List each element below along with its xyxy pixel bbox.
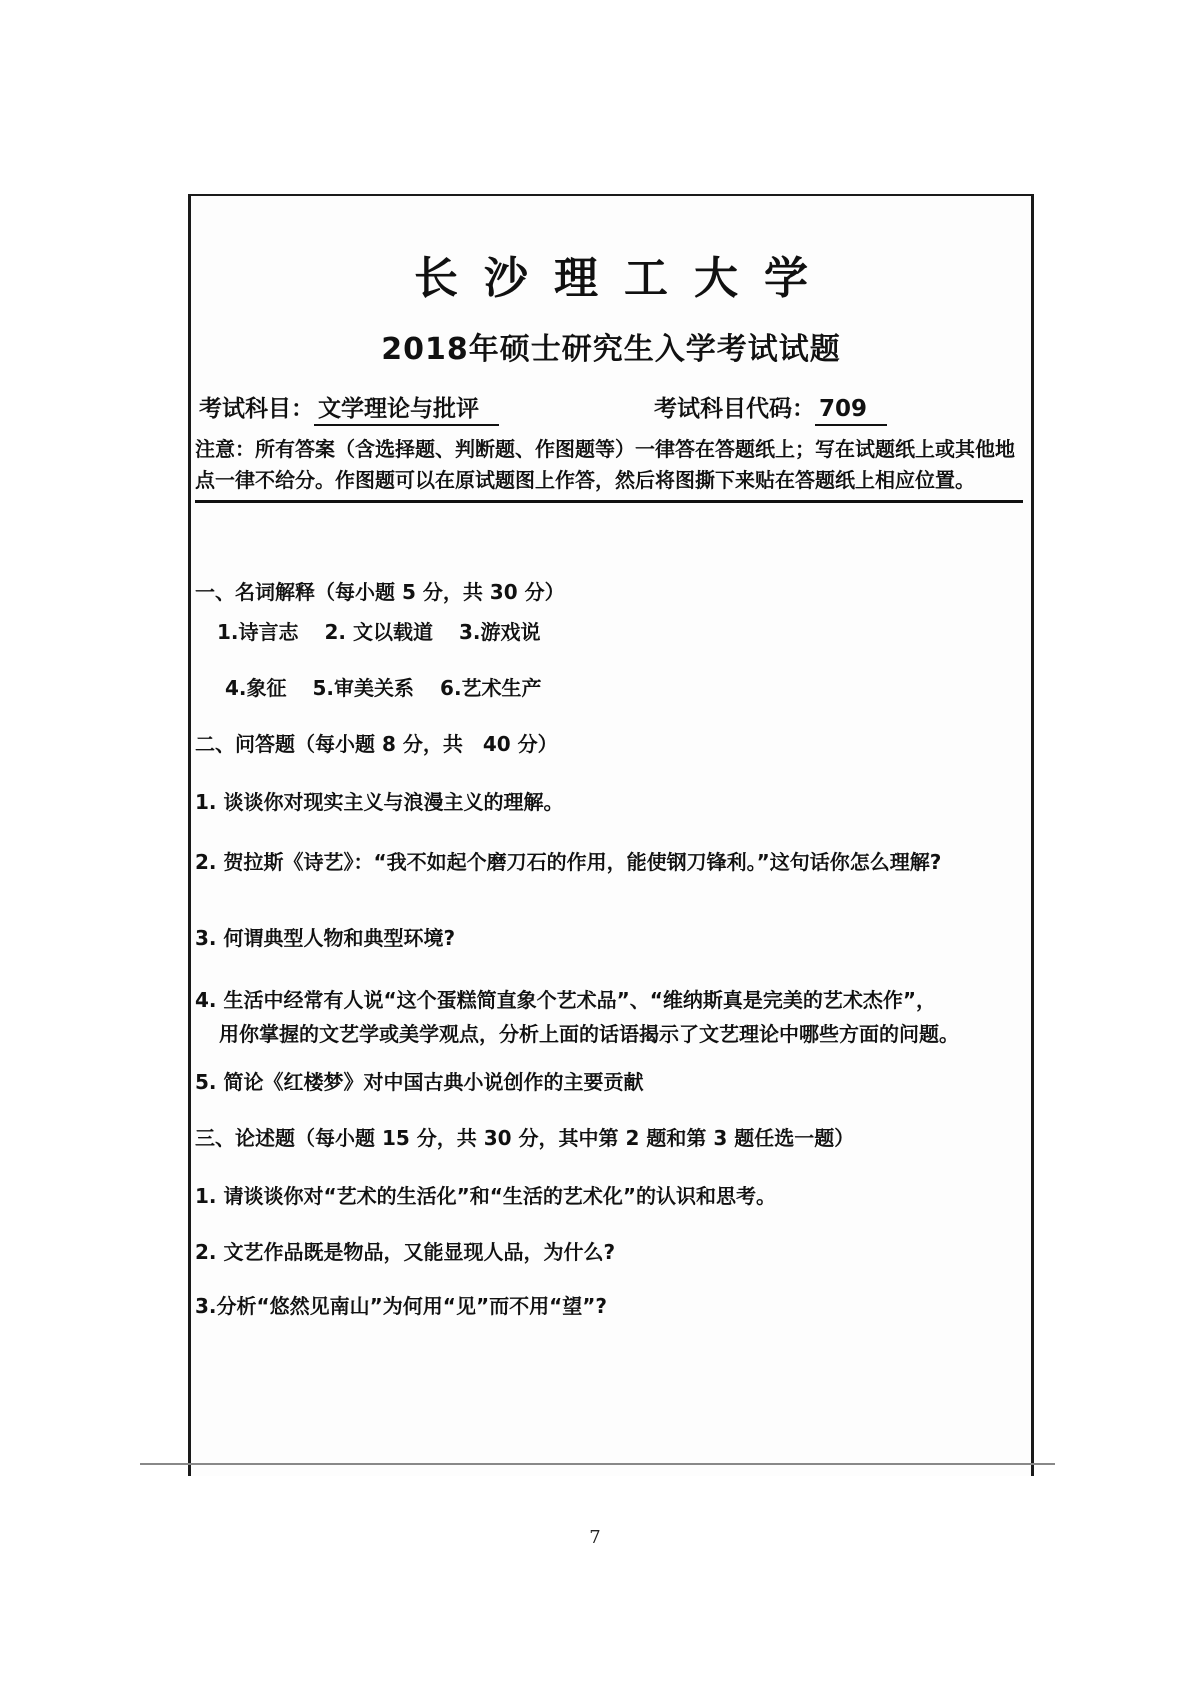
- subject-code-field: [654, 390, 887, 426]
- term-item: 3.游戏说: [459, 620, 541, 644]
- subject-code-label: 考试科目代码：: [654, 396, 815, 422]
- exam-notice: 注意：所有答案（含选择题、判断题、作图题等）一律答在答题纸上；写在试题纸上或其他地点一律不给分。作图题可以在原试题图上作答，然后将图撕下来贴在答题纸上相应位置。: [195, 434, 1023, 503]
- term-item: 4.象征: [225, 676, 287, 700]
- subject-value: 文学理论与批评: [314, 394, 499, 426]
- exam-title: 2018年硕士研究生入学考试试题: [381, 332, 841, 367]
- page-number: 7: [589, 1527, 601, 1548]
- section2-question-4-line1: 4. 生活中经常有人说“这个蛋糕简直象个艺术品”、“维纳斯真是完美的艺术杰作”，: [195, 988, 937, 1012]
- section3-question-2: 2. 文艺作品既是物品，又能显现人品，为什么?: [195, 1240, 616, 1264]
- subject-label: 考试科目：: [199, 396, 314, 422]
- bottom-rule: [140, 1463, 1055, 1465]
- subject-field: [199, 390, 499, 426]
- section1-terms-row2: [225, 672, 568, 701]
- section2-question-5: 5. 简论《红楼梦》对中国古典小说创作的主要贡献: [195, 1070, 644, 1094]
- section2-question-3: 3. 何谓典型人物和典型环境?: [195, 926, 456, 950]
- section2-question-2: 2. 贺拉斯《诗艺》：“我不如起个磨刀石的作用，能使钢刀锋利。”这句话你怎么理解?: [195, 850, 942, 874]
- university-name: 长沙理工大学: [414, 253, 834, 304]
- exam-sheet: [188, 194, 1034, 1476]
- section3-title: 三、论述题（每小题 15 分，共 30 分，其中第 2 题和第 3 题任选一题）: [195, 1126, 855, 1150]
- term-item: 2. 文以载道: [324, 620, 433, 644]
- section3-question-1: 1. 请谈谈你对“艺术的生活化”和“生活的艺术化”的认识和思考。: [195, 1184, 777, 1208]
- section1-terms-row1: [217, 616, 567, 645]
- subject-info-row: [199, 390, 1019, 424]
- section3-question-3: 3.分析“悠然见南山”为何用“见”而不用“望”?: [195, 1294, 607, 1318]
- section1-title: 一、名词解释（每小题 5 分，共 30 分）: [195, 580, 565, 604]
- section2-question-1: 1. 谈谈你对现实主义与浪漫主义的理解。: [195, 790, 564, 814]
- term-item: 5.审美关系: [312, 676, 415, 700]
- section2-title: 二、问答题（每小题 8 分，共 40 分）: [195, 732, 558, 756]
- section2-question-4-line2: 用你掌握的文艺学或美学观点，分析上面的话语揭示了文艺理论中哪些方面的问题。: [219, 1022, 959, 1046]
- term-item: 1.诗言志: [217, 620, 299, 644]
- term-item: 6.艺术生产: [440, 676, 542, 700]
- subject-code-value: 709: [815, 394, 887, 426]
